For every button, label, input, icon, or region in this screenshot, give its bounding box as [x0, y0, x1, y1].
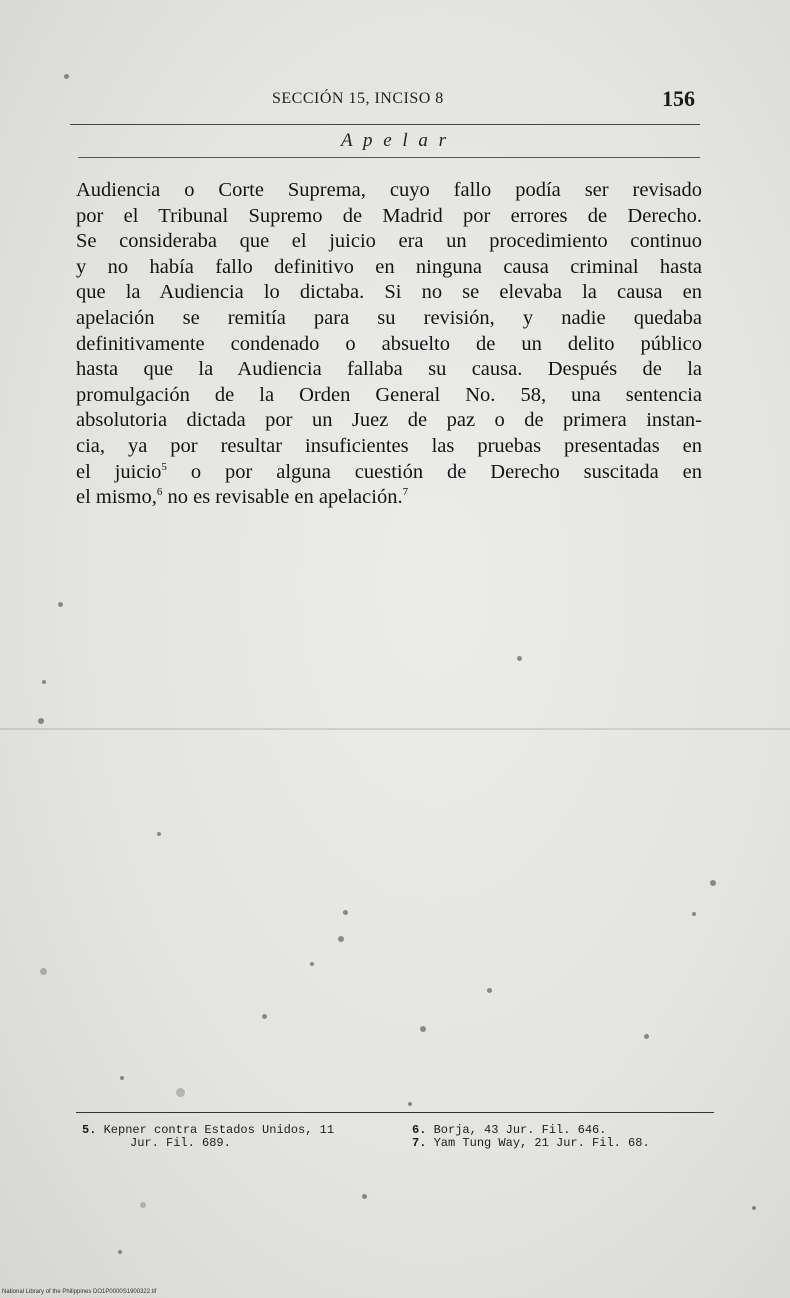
footnote-ref-7[interactable]: 7 — [402, 486, 409, 499]
header-rule-bottom — [78, 157, 700, 158]
scan-speck — [120, 1076, 124, 1080]
body-line: y no había fallo definitivo en ninguna causa criminal hasta — [76, 255, 702, 278]
page-number: 156 — [662, 86, 695, 111]
scan-speck — [710, 880, 716, 886]
footnote-number: 6. — [412, 1123, 427, 1137]
footnotes-right — [412, 1124, 712, 1150]
scan-speck — [420, 1026, 426, 1032]
scan-speck — [310, 962, 314, 966]
scan-credit: National Library of the Philippines DO1P0000S1900322.tif — [2, 1289, 157, 1295]
body-line-text: el juicio — [76, 460, 162, 483]
body-line: promulgación de la Orden General No. 58, una sentencia — [76, 383, 702, 406]
footnote-text: Yam Tung Way, 21 Jur. Fil. 68. — [433, 1136, 650, 1150]
footnote-rule — [76, 1112, 714, 1113]
body-line-text: o por alguna cuestión de Derecho suscitada en — [166, 460, 703, 483]
footnote-text: Borja, 43 Jur. Fil. 646. — [433, 1123, 607, 1137]
body-line: que la Audiencia lo dictaba. Si no se elevaba la causa en — [76, 281, 702, 304]
scan-speck — [58, 602, 63, 607]
footnote-number: 5. — [82, 1123, 97, 1137]
scan-speck — [692, 912, 696, 916]
scan-speck — [40, 968, 47, 975]
page-fold-line — [0, 728, 790, 730]
footnote-number: 7. — [412, 1136, 427, 1150]
body-line: por el Tribunal Supremo de Madrid por errores de Derecho. — [76, 204, 702, 227]
footnote-text: Kepner contra Estados Unidos, 11 — [103, 1123, 335, 1137]
body-line: definitivamente condenado o absuelto de un delito público — [76, 332, 702, 355]
scan-speck — [157, 832, 161, 836]
scan-speck — [343, 910, 348, 915]
footnote-5-continued: Jur. Fil. 689. — [130, 1136, 231, 1150]
scan-speck — [262, 1014, 267, 1019]
body-paragraph — [76, 178, 702, 511]
body-line: hasta que la Audiencia fallaba su causa. Después de la — [76, 358, 702, 381]
body-line: Se consideraba que el juicio era un procedimiento continuo — [76, 230, 702, 253]
scan-speck — [362, 1194, 367, 1199]
scan-speck — [408, 1102, 412, 1106]
body-line: absolutoria dictada por un Juez de paz o de primera instan- — [76, 409, 702, 432]
scan-speck — [487, 988, 492, 993]
scan-speck — [64, 74, 69, 79]
footnotes-left — [82, 1124, 402, 1150]
scan-speck — [140, 1202, 146, 1208]
header-rule-top — [70, 124, 700, 125]
body-line — [76, 485, 702, 511]
running-title: A p e l a r — [340, 130, 450, 151]
body-line: apelación se remitía para su revisión, y nadie quedaba — [76, 306, 702, 329]
footnote-7 — [412, 1137, 712, 1150]
body-line-text: el mismo, — [76, 486, 157, 509]
scan-speck — [118, 1250, 122, 1254]
body-line: Audiencia o Corte Suprema, cuyo fallo podía ser revisado — [76, 179, 702, 201]
section-header: SECCIÓN 15, INCISO 8 — [272, 90, 444, 107]
footnote-ref-5[interactable]: 5 — [161, 460, 167, 473]
scan-speck — [38, 718, 44, 724]
body-line: cia, ya por resultar insuficientes las pruebas presentadas en — [76, 434, 702, 457]
scan-speck — [644, 1034, 649, 1039]
scan-speck — [752, 1206, 756, 1210]
body-line-text: no es revisable en apelación. — [162, 486, 403, 509]
scan-speck — [517, 656, 522, 661]
scan-speck — [338, 936, 344, 942]
scan-speck — [42, 680, 46, 684]
body-line — [76, 460, 702, 486]
scan-speck — [176, 1088, 185, 1097]
footnote-ref-6[interactable]: 6 — [156, 486, 163, 499]
